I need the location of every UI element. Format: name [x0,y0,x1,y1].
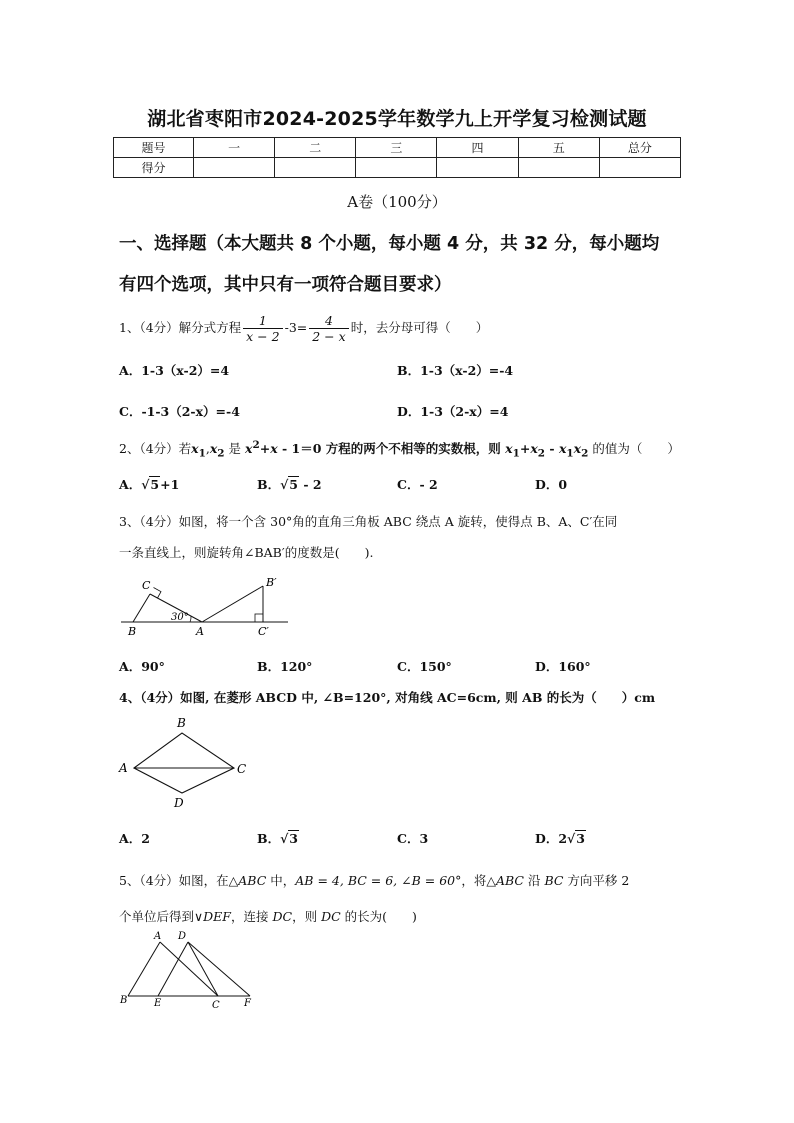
question-1 [119,313,488,344]
sqrt-icon: √3 [280,831,298,846]
q5-text: 个单位后得到 [119,909,195,924]
q2-sub: 1 [198,447,206,460]
sqrt-icon: √5 [280,477,298,492]
q1-f1-num: 1 [243,313,282,329]
q2-var: x [270,441,278,457]
q5-translation-figure [112,928,272,1014]
q3-angle-arc [190,616,191,622]
score-cell [599,158,680,178]
q5-edge-ac [160,942,218,996]
q1-option-d: D．1-3（2-x）=4 [397,404,509,419]
question-3-line1: 3、（4分）如图，将一个含 30°角的直角三角板 ABC 绕点 A 旋转，使得点 B、A、C′在同 [119,514,618,529]
question-3-line2: 一条直线上，则旋转角∠BAB′的度数是( ). [119,545,374,560]
score-table-score-row [114,158,681,178]
q5-text: ，则 [292,909,322,924]
q1-f2-den: 2 − x [312,329,346,344]
score-cell: 一 [194,138,275,158]
q2-a-radicand: 5 [150,477,160,492]
q1-option-b: B．1-3（x-2）=-4 [397,363,514,378]
q2-sub: 2 [581,447,589,460]
q1-mid: -3= [284,320,308,335]
question-2 [119,439,680,460]
q2-var: x [573,441,582,457]
q4-option-d [535,829,586,847]
score-table-header-row [114,138,681,158]
score-cell: 四 [437,138,518,158]
section-a-heading: A卷（100分） [347,193,447,211]
page-title: 湖北省枣阳市2024-2025学年数学九上开学复习检测试题 [147,108,647,130]
q3-option-d: D．160° [535,659,591,674]
q4-d-radicand: 3 [576,831,585,846]
question-4: 4、（4分）如图, 在菱形 ABCD 中, ∠B=120°, 对角线 AC=6cm, 则 AB 的长为（ ）cm [119,690,656,705]
q5-edge-df [188,942,250,996]
q5-math: ABC [238,873,267,888]
q2-b-label: B． [257,477,281,492]
q4-label-c: C [237,762,247,776]
q5-math: BC [544,873,564,888]
q5-label-e: E [154,998,162,1009]
q2-var: x [209,441,218,457]
q5-text: ，连接 [231,909,273,924]
q3-rotation-figure [116,572,296,640]
score-cell: 题号 [114,138,194,158]
q1-f1-den: x − 2 [246,329,280,344]
q4-option-a: A．2 [119,831,150,846]
q2-option-b [257,475,322,493]
q3-label-c-prime: C′ [258,625,269,638]
score-cell [437,158,518,178]
q1-fraction-2 [309,313,348,344]
part1-heading-line2: 有四个选项，其中只有一项符合题目要求） [119,275,452,295]
q5-text: 的长为( ) [340,909,417,924]
q3-right-angle-c-prime [255,614,263,622]
q5-math: DC [272,909,293,924]
q2-option-c: C．- 2 [397,477,438,492]
score-cell [194,158,275,178]
q3-option-b: B．120° [257,659,313,674]
q3-option-a: A．90° [119,659,165,674]
q2-sub: 1 [566,447,574,460]
q2-op: - [545,441,559,457]
q2-sub: 2 [217,447,225,460]
q1-fraction-1 [243,313,282,344]
q2-sup: 2 [252,439,260,451]
score-cell: 总分 [599,138,680,158]
score-cell: 二 [275,138,356,158]
q3-label-a: A [196,625,204,638]
q4-rhombus [134,733,234,793]
q2-op: + [519,441,531,457]
q4-label-a: A [119,761,128,775]
q2-text: - 1＝0 方程的两个不相等的实数根，则 [277,441,506,457]
q2-var: x [558,441,567,457]
q2-sub: 2 [537,447,546,460]
part1-heading-line1: 一、选择题（本大题共 8 个小题，每小题 4 分，共 32 分，每小题均 [119,234,660,254]
q4-label-d: D [174,796,184,810]
q2-a-label: A． [119,477,142,492]
q3-label-c: C [142,579,151,592]
q2-var: x [245,441,253,457]
q2-var: x [505,441,513,457]
q4-option-b [257,829,299,847]
q5-label-a: A [154,931,162,942]
q1-f2-num: 4 [309,313,348,329]
q4-d-label: D．2 [535,831,568,846]
q3-edge-ab-prime [202,586,263,622]
q5-edge-de [158,942,188,996]
q5-text: 沿 [524,873,545,888]
q5-label-b: B [120,995,128,1006]
q5-label-c: C [212,1000,220,1011]
q5-math: ABC [495,873,524,888]
q5-label-d: D [178,931,187,942]
q3-label-b: B [128,625,137,638]
q5-text: 方向平移 2 [563,873,630,888]
q3-edge-bc [133,594,150,622]
q1-prefix: 1、（4分）解分式方程 [119,320,242,335]
q2-text: , [205,441,210,457]
score-cell: 五 [518,138,599,158]
q2-a-post: +1 [160,477,180,492]
q5-text: ，将△ [461,873,496,888]
q5-segment-dc [188,942,218,996]
q5-math: DC [321,909,341,924]
question-5-line1 [119,871,629,889]
sqrt-icon: √3 [567,831,585,846]
score-cell [356,158,437,178]
q2-var: x [191,441,199,457]
q2-text: 是 [224,441,245,457]
q1-suffix: 时，去分母可得（ ） [350,320,489,335]
q5-text: 中， [266,873,296,888]
q3-label-angle: 30° [171,612,189,623]
q3-label-b-prime: B′ [266,576,277,589]
q4-option-c: C．3 [397,831,429,846]
q5-edge-ab [128,942,160,996]
question-5-line2 [119,907,417,925]
q3-option-c: C．150° [397,659,452,674]
q5-label-f: F [244,998,251,1009]
q2-b-radicand: 5 [289,477,298,492]
sqrt-icon: √5 [141,477,160,492]
q2-option-d: D．0 [535,477,568,492]
q1-option-a: A．1-3（x-2）=4 [119,363,230,378]
score-table [113,137,681,178]
q2-text: 2、（4分）若 [119,441,192,457]
q1-option-c: C．-1-3（2-x）=-4 [119,404,240,419]
q4-b-radicand: 3 [289,831,298,846]
q2-text: 的值为（ ） [588,441,680,457]
q2-option-a [119,475,179,493]
q2-op: + [259,441,271,457]
q5-math: AB = 4, BC = 6, ∠B = 60° [295,873,462,888]
q5-text: 5、（4分）如图，在△ [119,873,239,888]
q4-rhombus-figure [114,713,254,813]
q2-sub: 1 [512,447,520,460]
score-cell: 三 [356,138,437,158]
score-cell [518,158,599,178]
q2-var: x [530,441,538,457]
q5-math: ∨DEF [194,909,231,924]
q4-b-label: B． [257,831,281,846]
q2-b-post: - 2 [299,477,322,492]
score-cell [275,158,356,178]
q4-label-b: B [177,716,186,730]
score-cell: 得分 [114,158,194,178]
